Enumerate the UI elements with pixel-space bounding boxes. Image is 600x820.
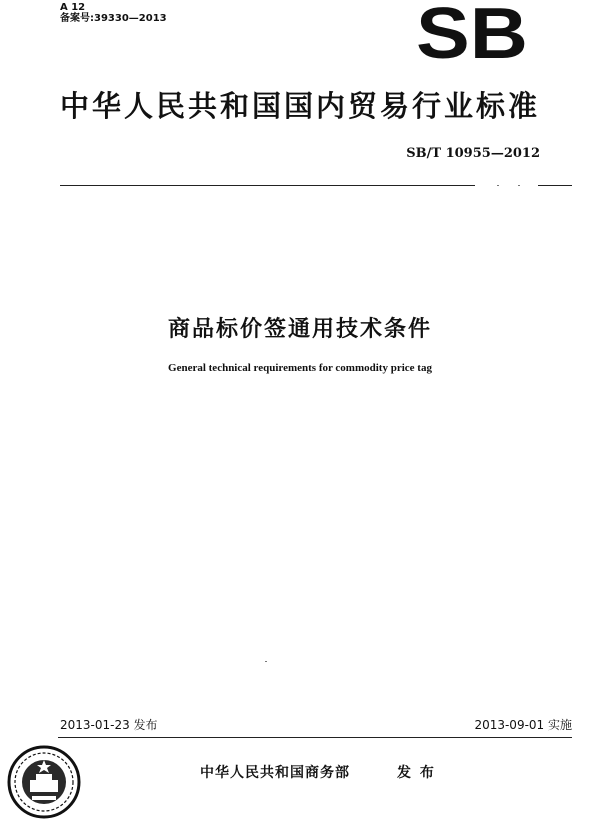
issue-verb: 发 布 (397, 765, 436, 781)
issuing-authority: 中华人民共和国商务部 (200, 765, 350, 781)
sb-logo-text: SB (416, 2, 528, 64)
org-title: 中华人民共和国国内贸易行业标准 (59, 89, 540, 123)
sb-logo-icon (414, 2, 530, 64)
header-rule-short (538, 185, 572, 186)
footer-rule (58, 737, 572, 738)
implementation-date: 2013-09-01 实施 (474, 718, 572, 732)
national-emblem-icon (6, 744, 82, 820)
title-english: General technical requirements for commodity price tag (168, 362, 432, 374)
issue-date: 2013-01-23 发布 (60, 718, 158, 732)
rule-dot (518, 185, 520, 186)
speck (265, 661, 267, 662)
filing-number: 备案号:39330—2013 (60, 13, 167, 24)
classification-code: A 12 (60, 2, 86, 13)
standard-code: SB/T 10955—2012 (406, 146, 540, 161)
rule-dot (497, 185, 499, 186)
title-chinese: 商品标价签通用技术条件 (167, 317, 432, 342)
header-rule (60, 185, 475, 186)
